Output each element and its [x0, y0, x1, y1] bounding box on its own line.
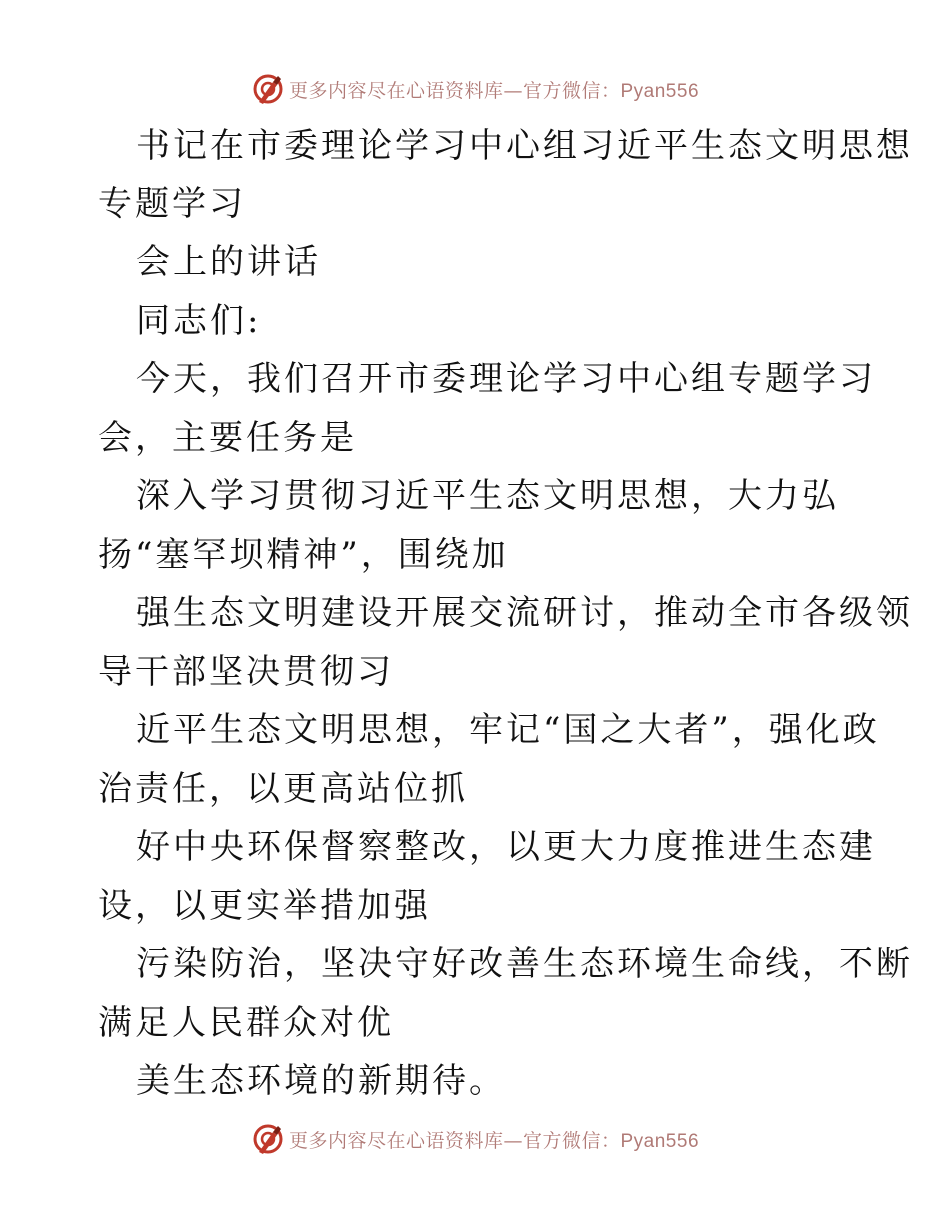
text-line: 强生态文明建设开展交流研讨，推动全市各级领 — [136, 593, 913, 633]
text-line: 会，主要任务是 — [98, 418, 357, 458]
watermark-account: Pyan556 — [620, 80, 700, 102]
text-line: 满足人民群众对优 — [98, 1003, 394, 1043]
text-line: 导干部坚决贯彻习 — [98, 652, 394, 692]
text-line: 书记在市委理论学习中心组习近平生态文明思想 — [136, 126, 913, 166]
watermark-prefix: 更多内容尽在心语资料库—官方微信： — [288, 1129, 621, 1152]
text-line: 好中央环保督察整改，以更大力度推进生态建 — [136, 827, 876, 867]
text-line: 扬“塞罕坝精神”，围绕加 — [98, 535, 509, 575]
text-line: 会上的讲话 — [136, 242, 321, 282]
watermark-account: Pyan556 — [620, 1130, 700, 1152]
footer-watermark — [0, 1119, 950, 1159]
text-line: 污染防治，坚决守好改善生态环境生命线，不断 — [136, 944, 913, 984]
text-line: 近平生态文明思想，牢记“国之大者”，强化政 — [136, 710, 880, 750]
text-line: 深入学习贯彻习近平生态文明思想，大力弘 — [136, 476, 839, 516]
text-line: 专题学习 — [98, 184, 246, 224]
text-line: 今天，我们召开市委理论学习中心组专题学习 — [136, 359, 876, 399]
text-line: 治责任，以更高站位抓 — [98, 769, 468, 809]
text-line: 美生态环境的新期待。 — [136, 1061, 506, 1101]
watermark-text — [289, 1126, 699, 1153]
pen-logo-icon — [251, 1122, 285, 1156]
text-line: 设，以更实举措加强 — [98, 886, 431, 926]
text-line: 同志们: — [136, 301, 262, 341]
watermark-prefix: 更多内容尽在心语资料库—官方微信： — [288, 79, 621, 102]
